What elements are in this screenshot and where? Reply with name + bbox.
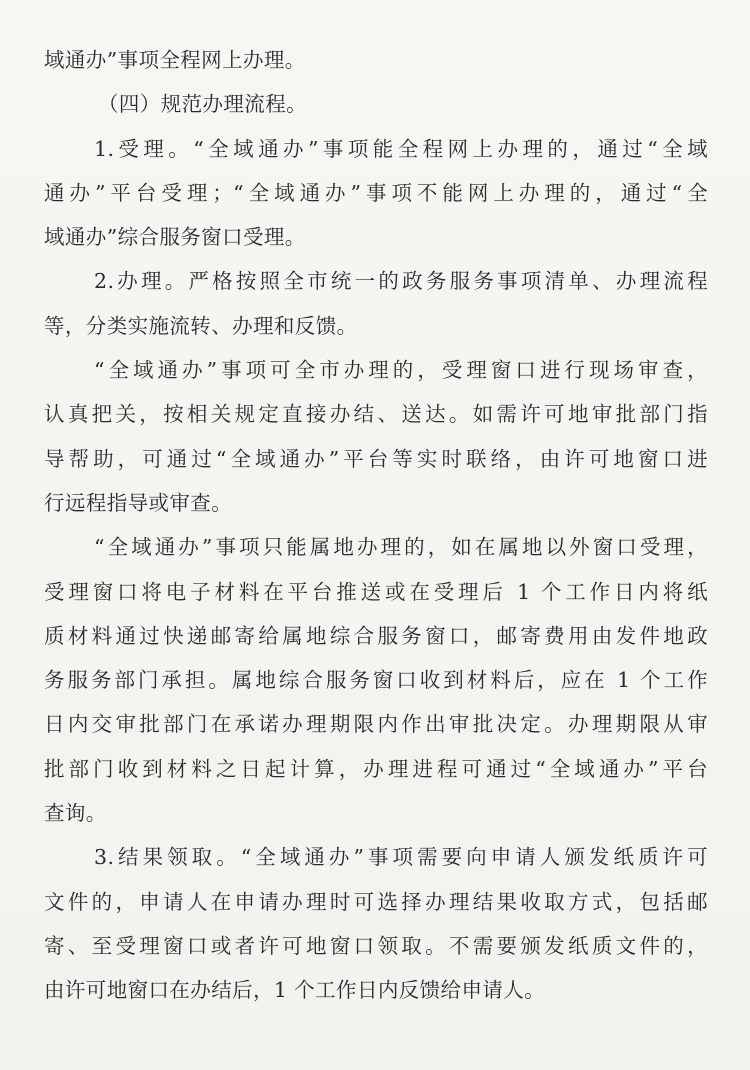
text-line: 日内交审批部门在承诺办理期限内作出审批决定。办理期限从审	[44, 712, 708, 737]
document-body	[44, 38, 708, 1013]
text-line: 文件的，申请人在申请办理时可选择办理结果收取方式，包括邮	[44, 889, 708, 914]
text-line: “全域通办”事项只能属地办理的，如在属地以外窗口受理，	[94, 535, 708, 560]
text-line: 质材料通过快递邮寄给属地综合服务窗口，邮寄费用由发件地政	[44, 623, 708, 648]
text-line: 务服务部门承担。属地综合服务窗口收到材料后，应在 1 个工作	[44, 668, 708, 693]
text-line: 域通办”综合服务窗口受理。	[44, 225, 306, 250]
text-line: 行远程指导或审查。	[44, 490, 233, 515]
text-line: （四）规范办理流程。	[98, 92, 307, 117]
text-line: 由许可地窗口在办结后，1 个工作日内反馈给申请人。	[44, 978, 546, 1003]
text-line: 2.办理。严格按照全市统一的政务服务事项清单、办理流程	[94, 269, 708, 294]
text-line: 域通办”事项全程网上办理。	[44, 48, 306, 72]
text-line: 通办”平台受理；“全域通办”事项不能网上办理的，通过“全	[44, 180, 708, 205]
text-line: 导帮助，可通过“全域通办”平台等实时联络，由许可地窗口进	[44, 446, 708, 471]
text-line: 1.受理。“全域通办”事项能全程网上办理的，通过“全域	[94, 136, 708, 161]
text-line: “全域通办”事项可全市办理的，受理窗口进行现场审查，	[94, 358, 708, 383]
text-line: 等，分类实施流转、办理和反馈。	[44, 313, 358, 338]
text-line: 寄、至受理窗口或者许可地窗口领取。不需要颁发纸质文件的，	[44, 933, 708, 958]
text-line: 受理窗口将电子材料在平台推送或在受理后 1 个工作日内将纸	[44, 579, 708, 604]
text-line: 认真把关，按相关规定直接办结、送达。如需许可地审批部门指	[44, 402, 708, 427]
text-line: 查询。	[44, 801, 107, 826]
text-line: 3.结果领取。“全域通办”事项需要向申请人颁发纸质许可	[94, 845, 708, 870]
text-line: 批部门收到材料之日起计算，办理进程可通过“全域通办”平台	[44, 756, 708, 781]
